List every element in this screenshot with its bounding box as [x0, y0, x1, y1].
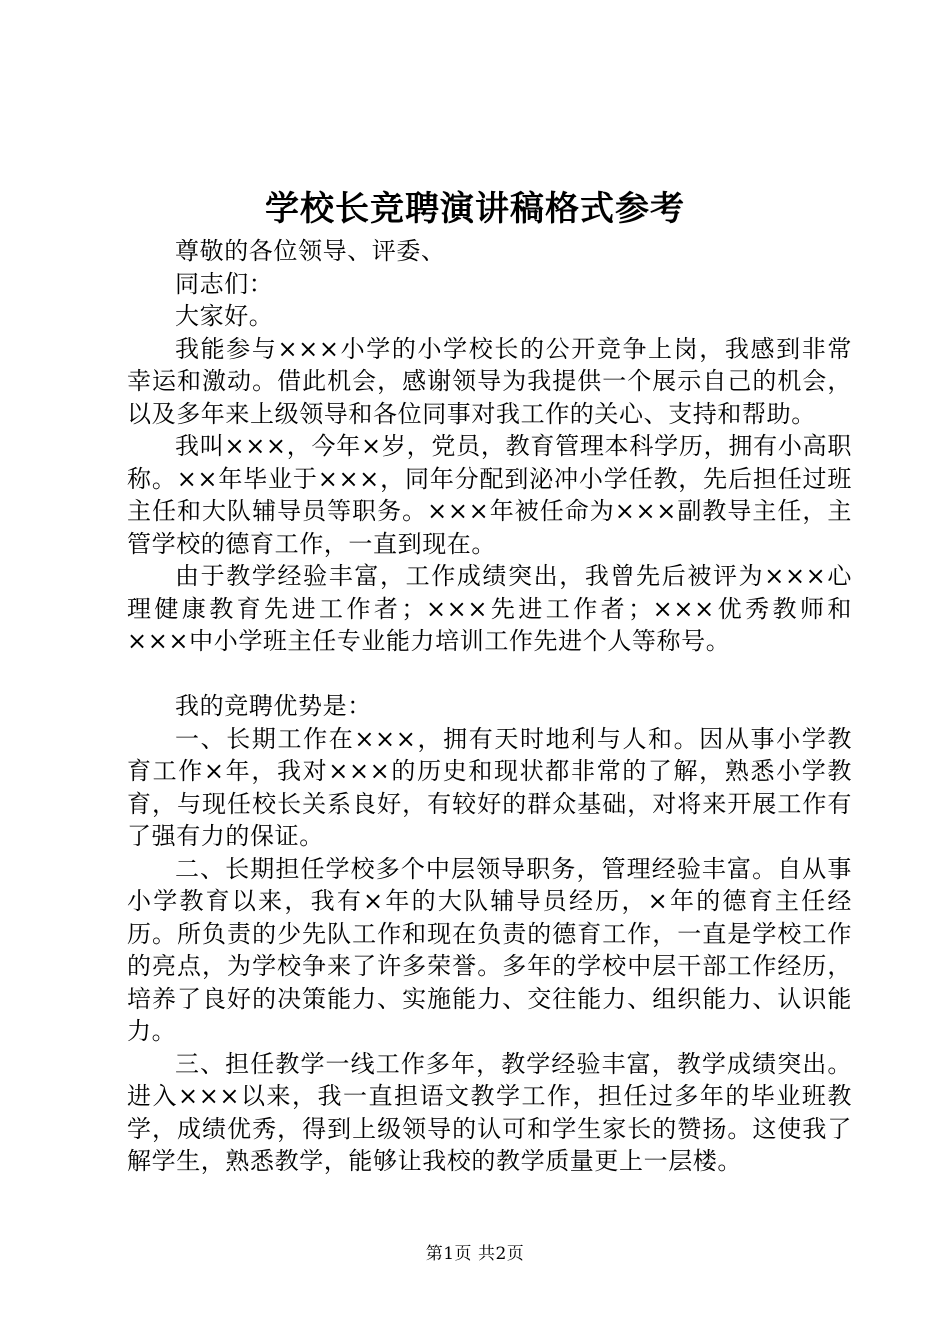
document-title: 学校长竞聘演讲稿格式参考	[265, 189, 685, 229]
page-number: 第1页 共2页	[425, 1244, 525, 1264]
document-body	[127, 235, 852, 1178]
body-paragraph: 三、担任教学一线工作多年，教学经验丰富，教学成绩突出。进入×××以来，我一直担语文教学工作，担任过多年的毕业班教学，成绩优秀，得到上级领导的认可和学生家长的赞扬。这使我了解学生，熟悉教学，能够让我校的教学质量更上一层楼。	[127, 1049, 852, 1175]
page-footer	[0, 1239, 950, 1269]
salutation-line: 同志们：	[175, 269, 274, 298]
body-paragraph: 一、长期工作在×××，拥有天时地利与人和。因从事小学教育工作×年，我对×××的历史和现状都非常的了解，熟悉小学教育，与现任校长关系良好，有较好的群众基础，对将来开展工作有了强有力的保证。	[127, 724, 852, 850]
section-heading: 我的竞聘优势是：	[175, 692, 372, 720]
body-paragraph: 我叫×××，今年×岁，党员，教育管理本科学历，拥有小高职称。××年毕业于×××，同年分配到泌冲小学任教，先后担任过班主任和大队辅导员等职务。×××年被任命为×××副教导主任，主管学校的德育工作，一直到现在。	[127, 432, 852, 558]
body-paragraph: 由于教学经验丰富，工作成绩突出，我曾先后被评为×××心理健康教育先进工作者；×××先进工作者；×××优秀教师和×××中小学班主任专业能力培训工作先进个人等称号。	[127, 562, 852, 655]
body-paragraph: 二、长期担任学校多个中层领导职务，管理经验丰富。自从事小学教育以来，我有×年的大队辅导员经历，×年的德育主任经历。所负责的少先队工作和现在负责的德育工作，一直是学校工作的亮点，为学校争来了许多荣誉。多年的学校中层干部工作经历，培养了良好的决策能力、实施能力、交往能力、组织能力、认识能力。	[127, 854, 852, 1045]
salutation-line: 尊敬的各位领导、评委、	[175, 237, 446, 265]
body-paragraph: 我能参与×××小学的小学校长的公开竞争上岗，我感到非常幸运和激动。借此机会，感谢领导为我提供一个展示自己的机会，以及多年来上级领导和各位同事对我工作的关心、支持和帮助。	[127, 334, 852, 428]
greeting-line: 大家好。	[175, 302, 274, 330]
